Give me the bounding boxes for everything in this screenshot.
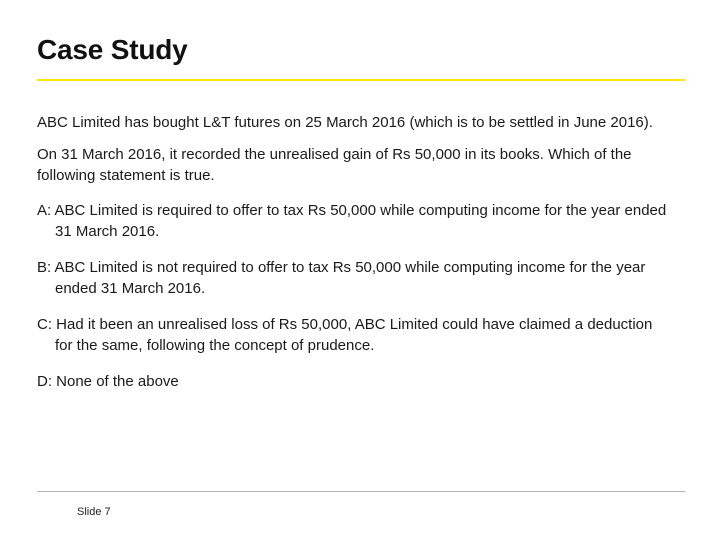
title-underline	[37, 79, 685, 81]
case-question: On 31 March 2016, it recorded the unrealised gain of Rs 50,000 in its books. Which of the following statement is true.	[37, 146, 632, 184]
slide-title: Case Study	[37, 34, 188, 65]
option-a: A: ABC Limited is required to offer to tax Rs 50,000 while computing income for the year ended 31 March 2016.	[37, 202, 667, 240]
case-description: ABC Limited has bought L&T futures on 25 March 2016 (which is to be settled in June 2016).	[37, 114, 653, 131]
option-d: D: None of the above	[37, 373, 179, 390]
option-b: B: ABC Limited is not required to offer to tax Rs 50,000 while computing income for the year ended 31 March 2016.	[37, 259, 646, 297]
footer-divider	[37, 491, 685, 492]
option-c: C: Had it been an unrealised loss of Rs 50,000, ABC Limited could have claimed a deduction for the same, following the concept of prudence.	[37, 316, 653, 354]
slide-content	[37, 112, 667, 392]
slide-number: Slide 7	[77, 506, 111, 518]
